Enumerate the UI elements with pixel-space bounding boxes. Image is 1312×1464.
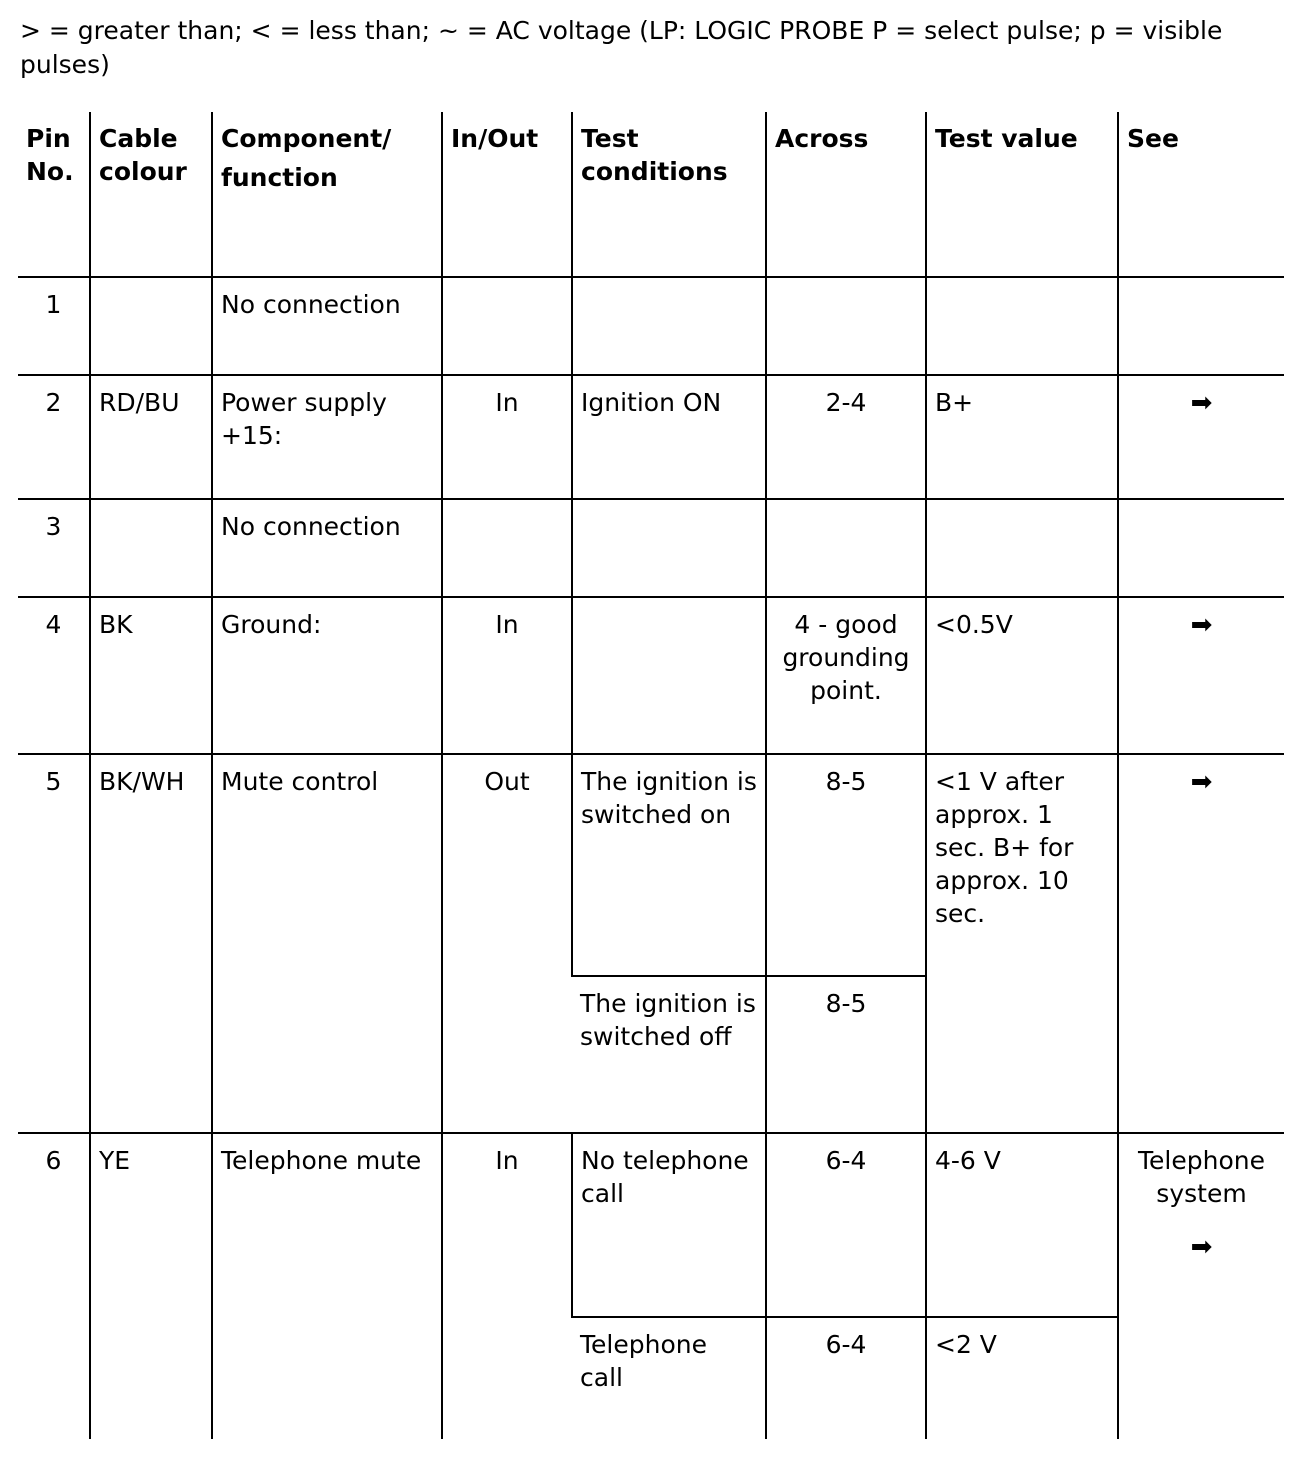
value-cell bbox=[926, 499, 1118, 597]
header-test-value: Test value bbox=[926, 112, 1118, 277]
cable-cell: BK/WH bbox=[90, 754, 212, 1133]
see-cell bbox=[1118, 597, 1284, 754]
cable-cell: YE bbox=[90, 1133, 212, 1439]
inout-cell bbox=[442, 499, 572, 597]
pin-cell: 3 bbox=[18, 499, 90, 597]
inout-cell: In bbox=[442, 597, 572, 754]
value-cell: B+ bbox=[926, 375, 1118, 499]
header-across: Across bbox=[766, 112, 926, 277]
inout-cell bbox=[442, 277, 572, 375]
condition-cell bbox=[572, 499, 766, 597]
across-cell bbox=[766, 277, 926, 375]
table-row bbox=[18, 375, 1284, 499]
value-cell: 4-6 V bbox=[926, 1133, 1118, 1317]
component-cell: No connection bbox=[212, 277, 442, 375]
cable-cell: RD/BU bbox=[90, 375, 212, 499]
across-cell: 8-5 bbox=[766, 754, 926, 976]
see-telephone-system: Telephone system bbox=[1138, 1146, 1265, 1208]
value-cell: <2 V bbox=[926, 1317, 1118, 1439]
component-cell: Ground: bbox=[212, 597, 442, 754]
table-row bbox=[18, 499, 1284, 597]
header-component bbox=[212, 112, 442, 277]
table-row bbox=[18, 754, 1284, 976]
header-cable: Cable colour bbox=[90, 112, 212, 277]
header-pin: Pin No. bbox=[18, 112, 90, 277]
component-cell: No connection bbox=[212, 499, 442, 597]
header-see: See bbox=[1118, 112, 1284, 277]
across-cell bbox=[766, 499, 926, 597]
see-cell bbox=[1118, 499, 1284, 597]
across-cell: 8-5 bbox=[766, 976, 926, 1133]
value-cell: <0.5V bbox=[926, 597, 1118, 754]
header-component-line2: function bbox=[221, 163, 338, 192]
cable-cell bbox=[90, 499, 212, 597]
header-component-line1: Component/ bbox=[221, 124, 392, 153]
pin-cell: 5 bbox=[18, 754, 90, 1133]
across-cell: 6-4 bbox=[766, 1133, 926, 1317]
across-cell: 6-4 bbox=[766, 1317, 926, 1439]
arrow-right-icon[interactable]: ➡ bbox=[1190, 1232, 1213, 1262]
pin-cell: 6 bbox=[18, 1133, 90, 1439]
value-cell: <1 V after approx. 1 sec. B+ for approx. 10 sec. bbox=[926, 754, 1118, 1133]
inout-cell: Out bbox=[442, 754, 572, 1133]
arrow-right-icon[interactable]: ➡ bbox=[1190, 388, 1213, 418]
inout-cell: In bbox=[442, 1133, 572, 1439]
cable-cell: BK bbox=[90, 597, 212, 754]
legend-text: > = greater than; < = less than; ~ = AC voltage (LP: LOGIC PROBE P = select pulse; p = visible pulses) bbox=[20, 16, 1223, 79]
pin-cell: 2 bbox=[18, 375, 90, 499]
condition-cell bbox=[572, 277, 766, 375]
component-cell: Power supply +15: bbox=[212, 375, 442, 499]
value-cell bbox=[926, 277, 1118, 375]
inout-cell: In bbox=[442, 375, 572, 499]
table-row bbox=[18, 277, 1284, 375]
across-cell: 2-4 bbox=[766, 375, 926, 499]
table-row bbox=[18, 597, 1284, 754]
condition-cell: No telephone call bbox=[572, 1133, 766, 1317]
pin-cell: 1 bbox=[18, 277, 90, 375]
pin-assignment-table bbox=[18, 112, 1284, 1439]
condition-cell bbox=[572, 597, 766, 754]
table-row bbox=[18, 1133, 1284, 1317]
see-cell bbox=[1118, 277, 1284, 375]
condition-cell: Telephone call bbox=[572, 1317, 766, 1439]
condition-cell: The ignition is switched on bbox=[572, 754, 766, 976]
arrow-right-icon[interactable]: ➡ bbox=[1190, 767, 1213, 797]
header-inout: In/Out bbox=[442, 112, 572, 277]
component-cell: Mute control bbox=[212, 754, 442, 1133]
header-test-conditions: Test conditions bbox=[572, 112, 766, 277]
across-cell: 4 - good grounding point. bbox=[766, 597, 926, 754]
pin-cell: 4 bbox=[18, 597, 90, 754]
component-cell: Telephone mute bbox=[212, 1133, 442, 1439]
arrow-right-icon[interactable]: ➡ bbox=[1190, 610, 1213, 640]
cable-cell bbox=[90, 277, 212, 375]
condition-cell: Ignition ON bbox=[572, 375, 766, 499]
see-cell bbox=[1118, 1133, 1284, 1439]
condition-cell: The ignition is switched off bbox=[572, 976, 766, 1133]
see-cell bbox=[1118, 375, 1284, 499]
table-header-row bbox=[18, 112, 1284, 277]
see-cell bbox=[1118, 754, 1284, 1133]
